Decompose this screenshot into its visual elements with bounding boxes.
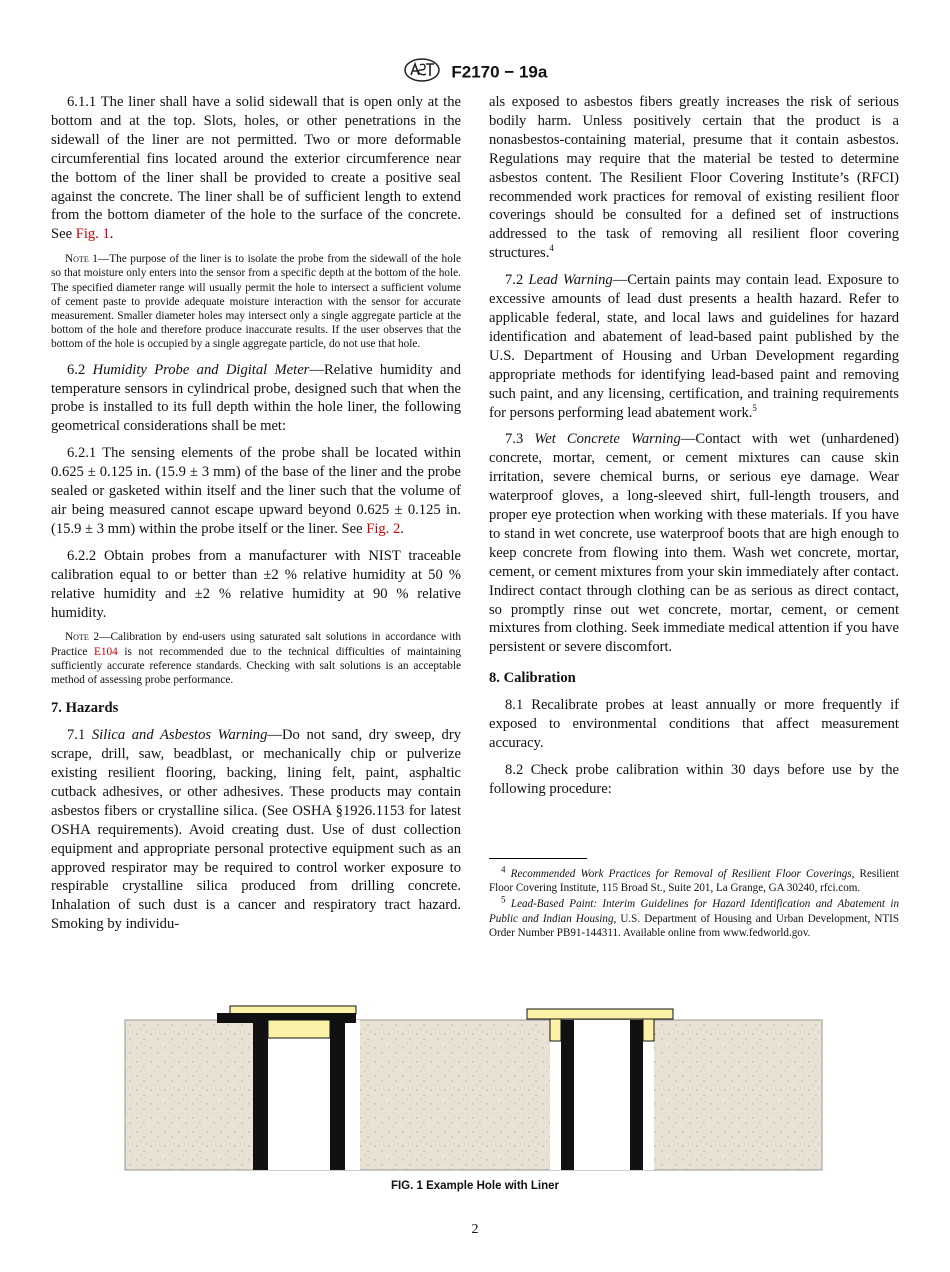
section-7-1-continued: als exposed to asbestos fibers greatly increases the risk of serious bodily harm. Unless positively certain that the product is a nonasbestos-containing material, presume that it contain asbestos. Regulations may require that the material be tested to determine asbestos content. The Resilient Floor Covering Institute’s (RFCI) recommended work practices for removal of existing resilient floor coverings should be consulted for a defined set of instructions addressed to the task of removing all resilient floor covering structures.$^4$: [489, 94, 899, 262]
left-liner-wall-left: [253, 1020, 268, 1170]
section-8-2: 8.2 Check probe calibration within 30 days before use by the following procedure:: [489, 761, 899, 797]
section-7-3: 7.3 Wet Concrete Warning—Contact with wet (unhardened) concrete, mortar, cement, or cement mixtures can cause skin irritation, severe chemical burns, or serious eye damage. Wear waterproof gloves, a long-sleeved shirt, full-length trousers, and proper eye protection when working with these materials. If you have to stand in wet concrete, use waterproof boots that are high enough to keep concrete from flowing into them. Wash wet concrete, mortar, cement, or cement mixtures from your skin immediately after contact. Indirect contact through clothing can be as serious as direct contact, so promptly rinse out wet concrete, mortar, cement, or cement mixtures from clothing. Seek immediate medical attention if you have persistent or severe discomfort.: [489, 431, 899, 656]
right-gap-left: [550, 1019, 561, 1041]
right-liner-wall-left: [561, 1020, 574, 1170]
left-cap: [230, 1006, 356, 1014]
section-6-1-1: 6.1.1 The liner shall have a solid sidewall that is open only at the bottom and at the top. Slots, holes, or other penetrations in the sidewall of the liner are not permitted. Two or more deformable circumferential fins located around the exterior circumference near the bottom of the liner shall be provided to create a positive seal against the concrete. The liner shall be of sufficient length to extend from the bottom diameter of the hole to the surface of the concrete. See Fig. 1.: [51, 94, 461, 243]
footnote-4: $^4$ Recommended Work Practices for Removal of Resilient Floor Coverings, Resilient Floor Covering Institute, 115 Broad St., Suite 201, La Grange, GA 30240, rfci.com.: [489, 864, 899, 895]
section-6-2-1: 6.2.1 The sensing elements of the probe shall be located within 0.625 ± 0.125 in. (15.9 ± 3 mm) of the base of the liner and the probe sealed or gasketed within itself and the liner such that the volume of air being measured cannot escape upward beyond 0.625 ± 0.125 in. (15.9 ± 3 mm) within the probe itself or the liner. See Fig. 2.: [51, 445, 461, 537]
right-liner-wall-right: [630, 1020, 643, 1170]
note-1: Note 1—The purpose of the liner is to isolate the probe from the sidewall of the hole so that moisture only enters into the sensor from a specific depth at the bottom of the hole. The specified diameter range will usually permit the hole to intersect a sufficient volume of cement paste to provide adequate moisture interaction with the sensor for accurate measurement. Smaller diameter holes may intersect only a single aggregate particle at the bottom of the hole and therefore produce inaccurate results. If the user observes that the bottom of the hole is occupied by a single aggregate particle, do not use that hole.: [51, 253, 461, 351]
left-plug: [268, 1020, 330, 1038]
heading-hazards: 7. Hazards: [51, 700, 119, 717]
left-liner-wall-right: [330, 1020, 345, 1170]
footnote-5-mark: 5: [752, 402, 757, 413]
footnote-rule: [489, 858, 587, 859]
section-8-1: 8.1 Recalibrate probes at least annually or more frequently if exposed to environmental conditions that affect measurement accuracy.: [489, 697, 899, 751]
section-6-2: 6.2 Humidity Probe and Digital Meter—Relative humidity and temperature sensors in cylindrical probe, designed such that when the probe is installed to its full depth within the hole liner, the following geometrical considerations shall be met:: [51, 361, 462, 435]
page-header: [0, 58, 950, 87]
left-column: [51, 93, 461, 942]
e104-link[interactable]: E104: [93, 645, 118, 658]
right-gap-right: [643, 1019, 654, 1041]
note-2: Note 2—Calibration by end-users using saturated salt solutions in accordance with Practice E104 is not recommended due to the technical difficulties of maintaining sufficiently accurate reference standards. Checking with salt solutions is an acceptable method of assessing probe performance.: [51, 631, 461, 687]
footnotes: [489, 858, 899, 942]
section-7-1: 7.1 Silica and Asbestos Warning—Do not sand, dry sweep, dry scrape, drill, saw, beadblast, or mechanically chip or pulverize existing resilient flooring, backing, lining felt, paint, asphaltic cutback adhesives, or other adhesives. These products may contain asbestos fibers or crystalline silica. (See OSHA §1926.1153 for latest OSHA requirements). Avoid creating dust. Use of dust collection equipment and appropriate personal protective equipment such as an approved respirator may be required to control worker exposure to respirable crystalline silica produced from drilling concrete. Inhalation of such dust is a cancer and respiratory tract hazard. Smoking by individu-: [51, 727, 461, 933]
section-6-2-2: 6.2.2 Obtain probes from a manufacturer with NIST traceable calibration equal to or better than ±2 % relative humidity at 50 % relative humidity and ±2 % relative humidity at 90 % relative humidity.: [51, 547, 461, 621]
section-7-2: 7.2 Lead Warning—Certain paints may contain lead. Exposure to excessive amounts of lead dust presents a health hazard. Refer to applicable federal, state, and local laws and guidelines for hazard identification and abatement of lead-based paint published by the U.S. Department of Housing and Urban Development regarding appropriate methods for identifying lead-based paint and removing such paint, and any licensing, certification, and training requirements for persons performing lead abatement work.$^5$: [489, 272, 900, 421]
heading-calibration: 8. Calibration: [489, 670, 576, 687]
right-column: [489, 93, 899, 807]
astm-logo-icon: [403, 58, 441, 87]
figure-hole-with-liner: [120, 1002, 830, 1177]
fig-1-link[interactable]: Fig. 1: [75, 226, 110, 243]
fig-2-link[interactable]: Fig. 2: [366, 520, 401, 537]
page-number: 2: [471, 1222, 479, 1237]
concrete-slab: [125, 1020, 822, 1170]
footnote-5: $^5$ Lead-Based Paint: Interim Guidelines for Hazard Identification and Abatement in Public and Indian Housing, U.S. Department of Housing and Urban Development, NTIS Order Number PB91-144311. Available online from www.fedworld.gov.: [489, 894, 900, 939]
figure-caption: FIG. 1 Example Hole with Liner: [390, 1180, 560, 1192]
right-cap: [527, 1009, 673, 1019]
designation: F2170 − 19a: [451, 62, 548, 82]
footnote-4-mark: 4: [549, 243, 554, 254]
